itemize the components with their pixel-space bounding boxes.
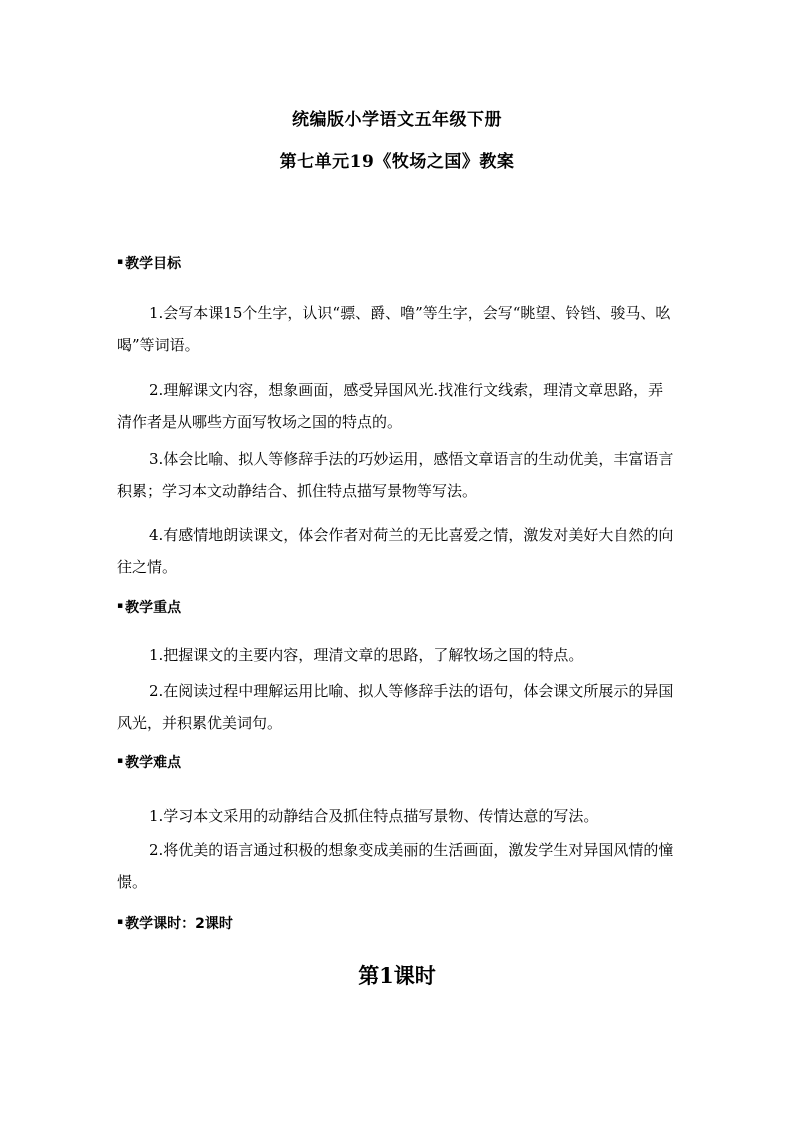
section-heading-hours (117, 913, 233, 933)
bullet-icon: ▪ (117, 756, 124, 766)
section-heading-key-points (117, 597, 181, 617)
document-title: 统编版小学语文五年级下册 (292, 110, 502, 130)
difficulty-item: 2.将优美的语言通过积极的想象变成美丽的生活画面，激发学生对异国风情的憧憬。 (117, 841, 674, 891)
heading-label: 教学难点 (125, 755, 182, 771)
bullet-icon: ▪ (117, 601, 124, 611)
lesson-title: 第1课时 (358, 963, 436, 988)
heading-label: 教学目标 (125, 256, 182, 272)
section-heading-goals (117, 253, 181, 273)
heading-label: 教学重点 (125, 600, 182, 616)
goal-item: 3.体会比喻、拟人等修辞手法的巧妙运用，感悟文章语言的生动优美，丰富语言积累；学习本文动静结合、抓住特点描写景物等写法。 (117, 450, 674, 500)
difficulty-item: 1.学习本文采用的动静结合及抓住特点描写景物、传情达意的写法。 (149, 807, 599, 825)
bullet-icon: ▪ (117, 917, 124, 927)
goal-item: 2.理解课文内容，想象画面，感受异国风光.找准行文线索，理清文章思路，弄清作者是从哪些方面写牧场之国的特点的。 (117, 381, 664, 431)
heading-label: 教学课时：2课时 (125, 916, 233, 932)
bullet-icon: ▪ (117, 257, 124, 267)
document-subtitle: 第七单元19《牧场之国》教案 (279, 152, 515, 172)
section-heading-difficulties (117, 752, 181, 772)
goal-item: 4.有感情地朗读课文，体会作者对荷兰的无比喜爱之情，激发对美好大自然的向往之情。 (117, 526, 674, 576)
key-point-item: 1.把握课文的主要内容，理清文章的思路，了解牧场之国的特点。 (149, 646, 584, 664)
goal-item: 1.会写本课15个生字，认识“骠、爵、噜”等生字，会写“眺望、铃铛、骏马、吆喝”等词语。 (117, 304, 671, 354)
key-point-item: 2.在阅读过程中理解运用比喻、拟人等修辞手法的语句，体会课文所展示的异国风光，并积累优美词句。 (117, 682, 674, 732)
